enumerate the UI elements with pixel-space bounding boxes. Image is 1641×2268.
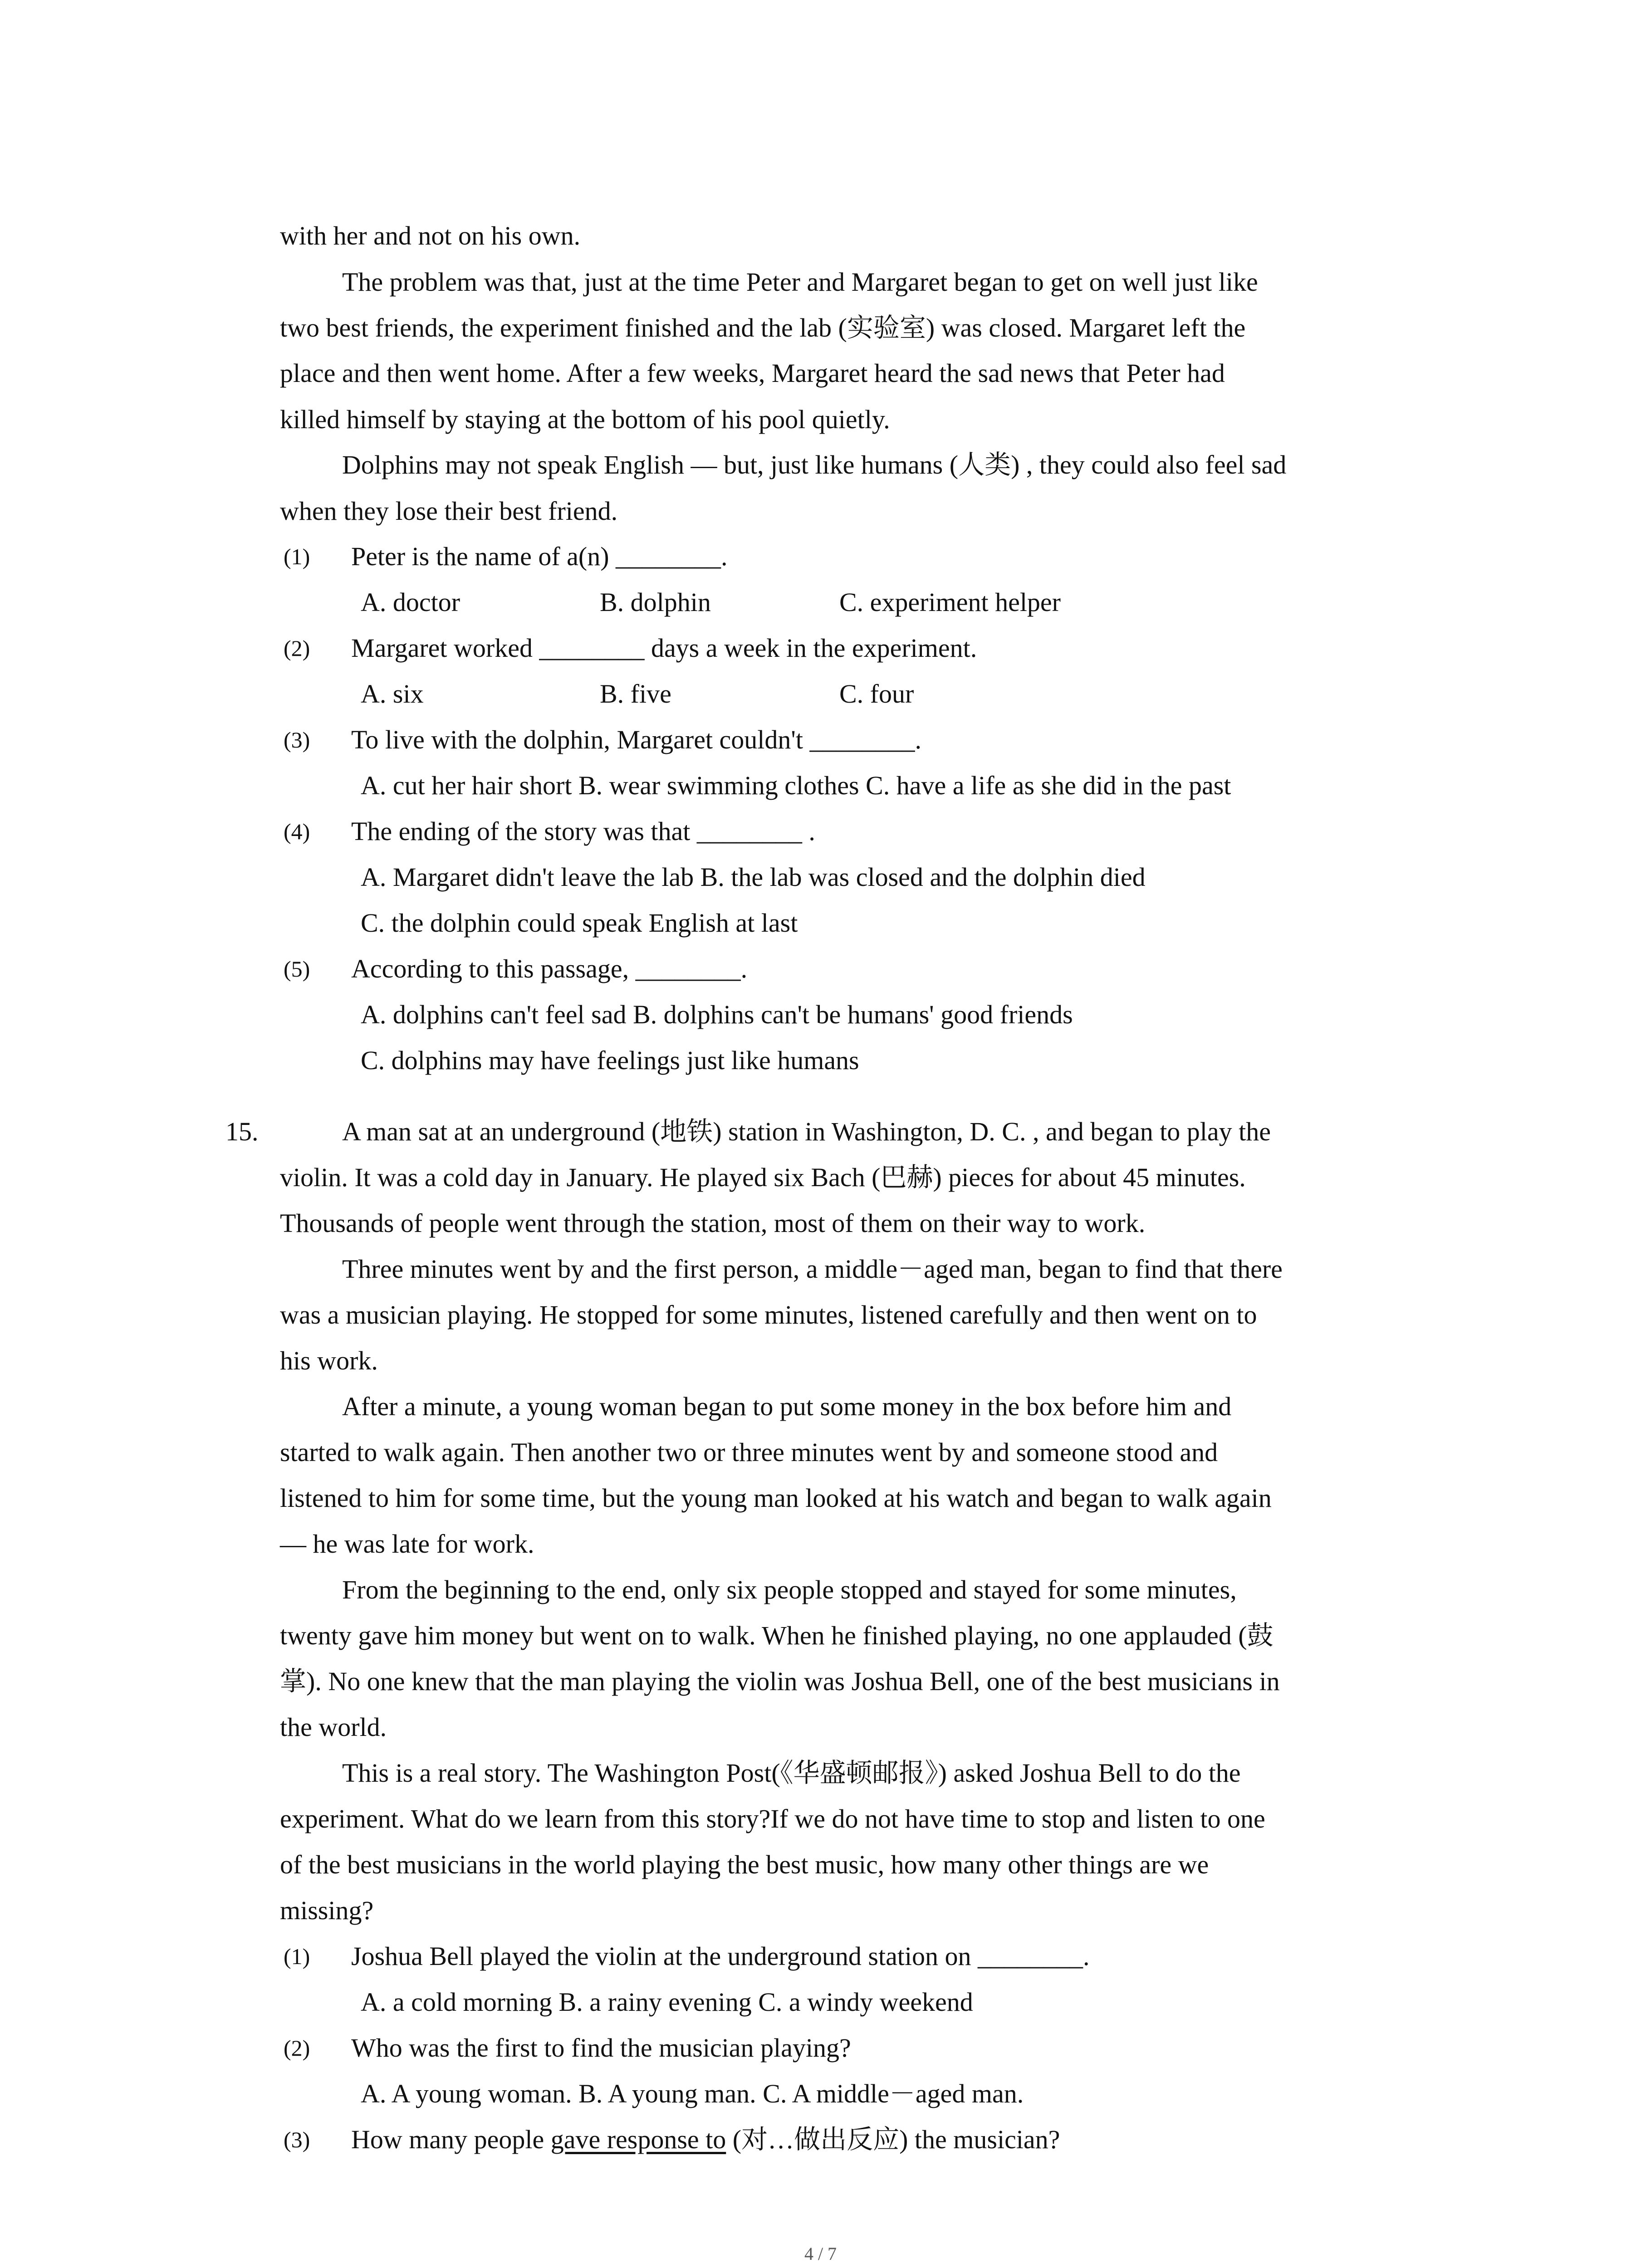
question-number: (2) [284, 635, 310, 661]
paragraph-line: From the beginning to the end, only six people stopped and stayed for some minutes, [342, 1575, 1237, 1604]
option-a: A. doctor [361, 587, 460, 617]
paragraph-line: when they lose their best friend. [280, 496, 618, 526]
option-b: B. dolphin [600, 587, 711, 617]
paragraph-line: his work. [280, 1346, 378, 1375]
paragraph-line: listened to him for some time, but the young man looked at his watch and began to walk again [280, 1483, 1272, 1513]
question-stem-text: (对…做出反应) the musician? [726, 2125, 1060, 2154]
option-b: B. five [600, 679, 671, 709]
paragraph-line: started to walk again. Then another two or three minutes went by and someone stood and [280, 1437, 1218, 1467]
page-number: 4 / 7 [804, 2244, 837, 2264]
paragraph-line: — he was late for work. [280, 1529, 534, 1559]
options-line: C. dolphins may have feelings just like humans [361, 1046, 859, 1075]
option-c: C. four [839, 679, 914, 709]
options-line: A. cut her hair short B. wear swimming clothes C. have a life as she did in the past [361, 771, 1231, 800]
question-stem-text: How many people [351, 2125, 551, 2154]
paragraph-line: A man sat at an underground (地铁) station in Washington, D. C. , and began to play the [342, 1117, 1271, 1146]
options-line: A. Margaret didn't leave the lab B. the lab was closed and the dolphin died [361, 862, 1146, 892]
question-number: (2) [284, 2035, 310, 2061]
question-stem: To live with the dolphin, Margaret couldn't ________. [351, 725, 921, 754]
option-c: C. experiment helper [839, 587, 1061, 617]
question-number: (1) [284, 544, 310, 569]
paragraph-line: twenty gave him money but went on to walk. When he finished playing, no one applauded (鼓 [280, 1621, 1274, 1650]
question-stem [351, 2124, 1060, 2156]
options-line: A. dolphins can't feel sad B. dolphins can't be humans' good friends [361, 1000, 1073, 1029]
question-number: (3) [284, 727, 310, 753]
question-number: (4) [284, 819, 310, 844]
question-number: (1) [284, 1944, 310, 1969]
paragraph-line: Three minutes went by and the first person, a middle－aged man, began to find that there [342, 1254, 1283, 1284]
paragraph-line: After a minute, a young woman began to put some money in the box before him and [342, 1392, 1232, 1421]
question-stem: Peter is the name of a(n) ________. [351, 542, 728, 571]
question-stem: Margaret worked ________ days a week in the experiment. [351, 633, 977, 663]
question-stem: The ending of the story was that ________ . [351, 816, 815, 846]
question-stem: Who was the first to find the musician playing? [351, 2033, 851, 2063]
paragraph-line: Thousands of people went through the station, most of them on their way to work. [280, 1208, 1146, 1238]
question-stem: Joshua Bell played the violin at the underground station on ________. [351, 1941, 1090, 1971]
paragraph-line: Dolphins may not speak English — but, just like humans (人类) , they could also feel sad [342, 450, 1287, 479]
paragraph-line: violin. It was a cold day in January. He played six Bach (巴赫) pieces for about 45 minutes. [280, 1163, 1246, 1192]
options-line: A. A young woman. B. A young man. C. A middle－aged man. [361, 2079, 1024, 2108]
question-number: (3) [284, 2127, 310, 2152]
options-line: A. a cold morning B. a rainy evening C. a windy weekend [361, 1987, 973, 2017]
paragraph-line: The problem was that, just at the time Peter and Margaret began to get on well just like [342, 267, 1258, 297]
question-stem: According to this passage, ________. [351, 954, 748, 983]
question-number: 15. [225, 1117, 259, 1146]
paragraph-line: 掌). No one knew that the man playing the violin was Joshua Bell, one of the best musicians in [280, 1667, 1280, 1696]
paragraph-line: the world. [280, 1712, 387, 1742]
paragraph-line: with her and not on his own. [280, 221, 581, 250]
question-number: (5) [284, 956, 310, 982]
paragraph-line: missing? [280, 1896, 374, 1925]
paragraph-line: was a musician playing. He stopped for some minutes, listened carefully and then went on to [280, 1300, 1257, 1330]
underlined-phrase: gave response to [550, 2125, 726, 2154]
paragraph-line: place and then went home. After a few weeks, Margaret heard the sad news that Peter had [280, 358, 1225, 388]
paragraph-line: two best friends, the experiment finished and the lab (实验室) was closed. Margaret left the [280, 313, 1246, 342]
paragraph-line: of the best musicians in the world playing the best music, how many other things are we [280, 1850, 1209, 1879]
paragraph-line: This is a real story. The Washington Post(《华盛顿邮报》) asked Joshua Bell to do the [342, 1758, 1241, 1788]
options-line: C. the dolphin could speak English at last [361, 908, 798, 938]
paragraph-line: killed himself by staying at the bottom of his pool quietly. [280, 405, 890, 434]
paragraph-line: experiment. What do we learn from this story?If we do not have time to stop and listen to one [280, 1804, 1265, 1833]
option-a: A. six [361, 679, 424, 709]
